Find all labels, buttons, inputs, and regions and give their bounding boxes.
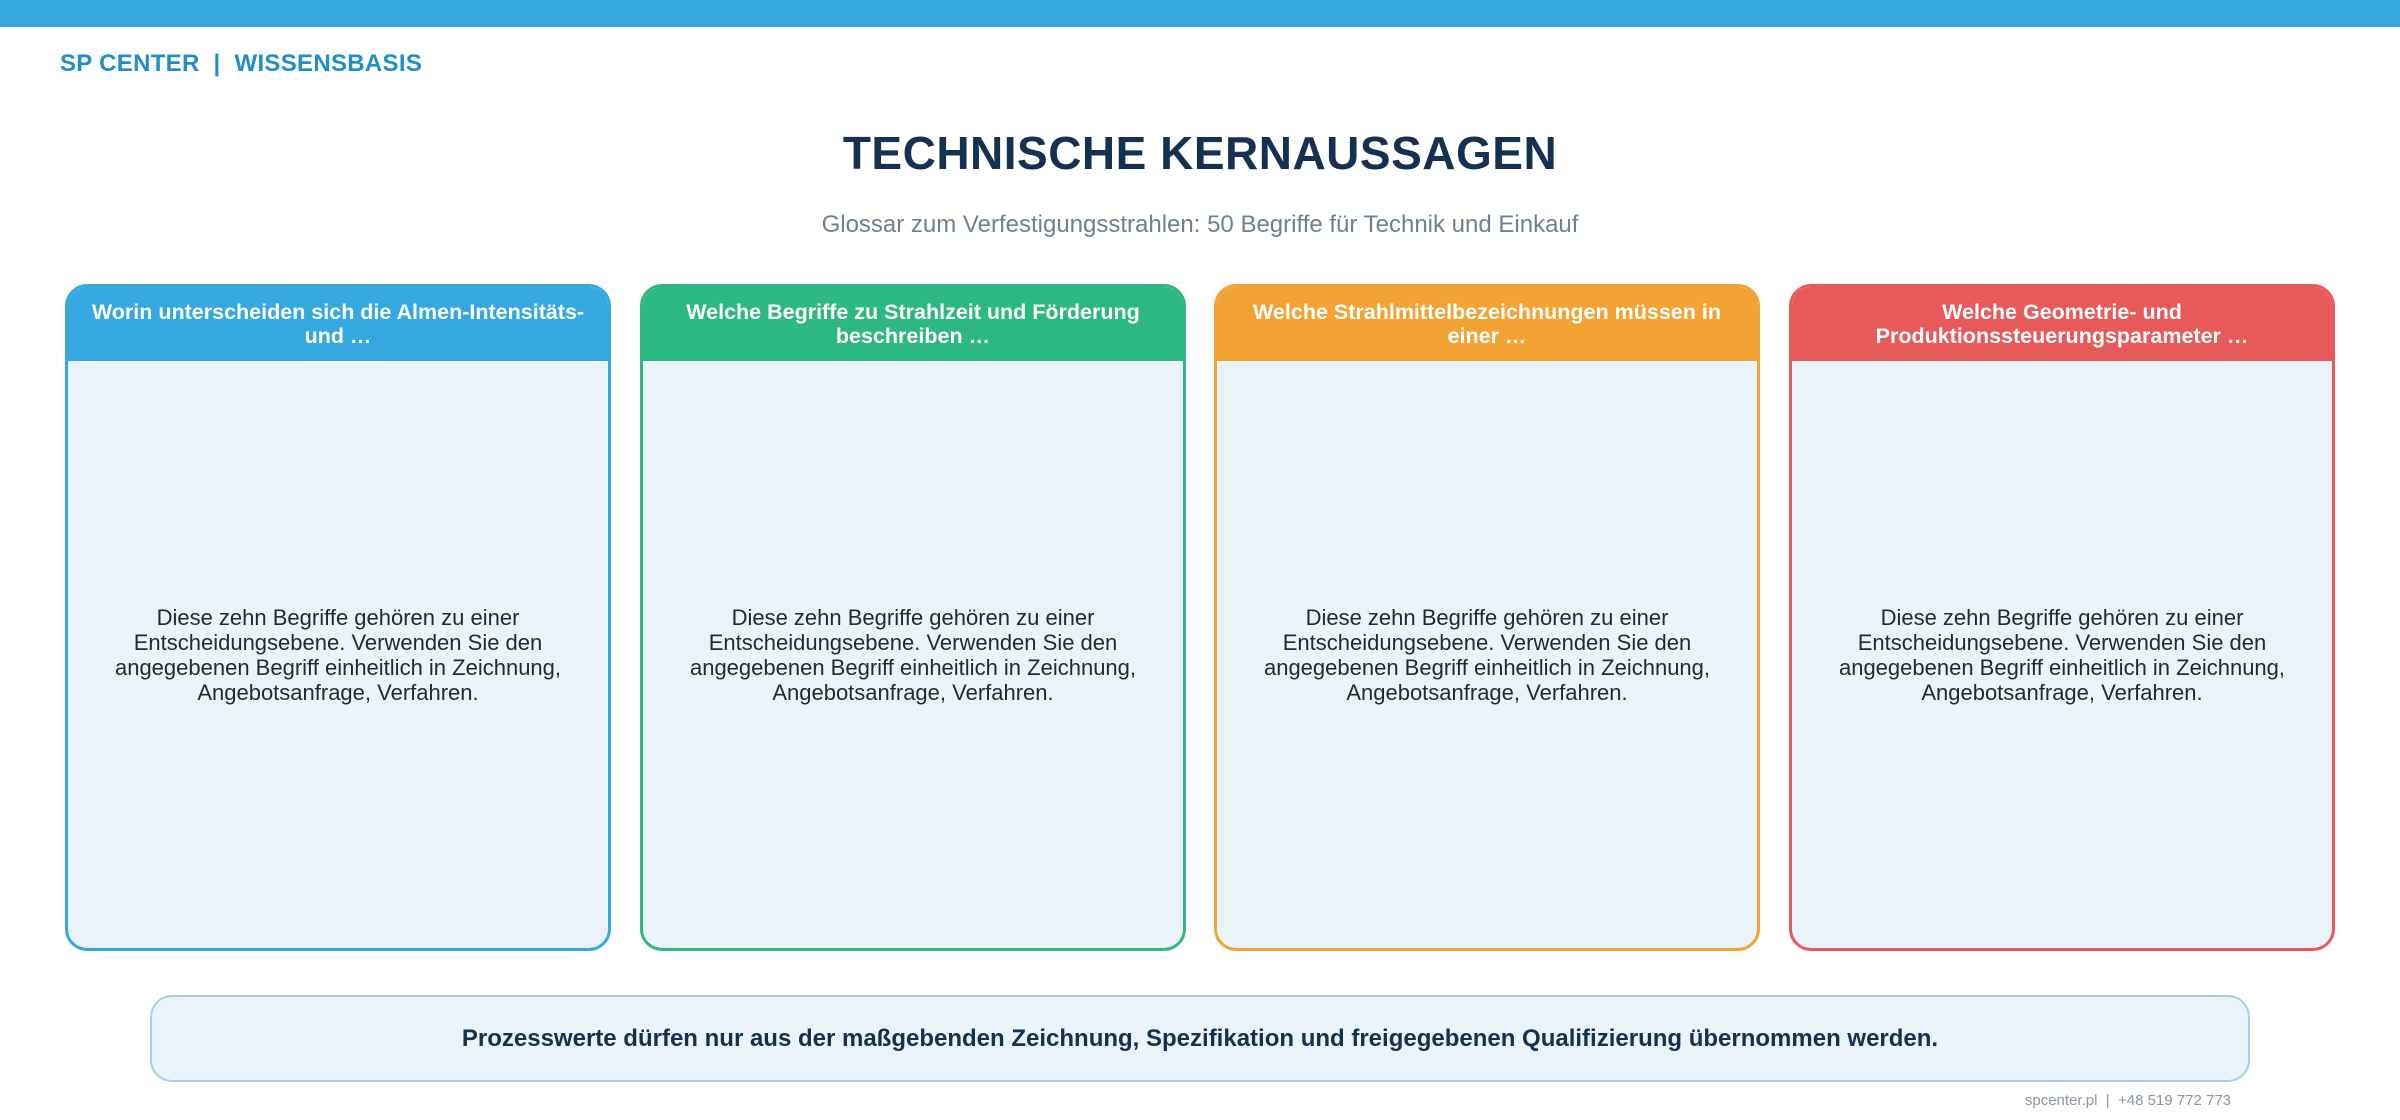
card-media-designations: [1214, 284, 1760, 951]
process-values-note: Prozesswerte dürfen nur aus der maßgebenden Zeichnung, Spezifikation und freigegebenen Qualifizierung übernommen werden.: [150, 995, 2250, 1082]
brand-header: SP CENTER | WISSENSBASIS: [60, 50, 423, 77]
card-heading: Welche Begriffe zu Strahlzeit und Förderung beschreiben …: [643, 287, 1183, 361]
card-geometry-parameters: [1789, 284, 2335, 951]
card-text: Diese zehn Begriffe gehören zu einer Entscheidungsebene. Verwenden Sie den angegebenen Begriff einheitlich in Zeichnung, Angebotsanfrage, Verfahren.: [689, 604, 1137, 705]
card-heading: Worin unterscheiden sich die Almen-Intensitäts- und …: [68, 287, 608, 361]
page-subtitle: Glossar zum Verfestigungsstrahlen: 50 Begriffe für Technik und Einkauf: [821, 211, 1579, 238]
card-text: Diese zehn Begriffe gehören zu einer Entscheidungsebene. Verwenden Sie den angegebenen Begriff einheitlich in Zeichnung, Angebotsanfrage, Verfahren.: [1263, 604, 1711, 705]
page-title: TECHNISCHE KERNAUSSAGEN: [842, 127, 1558, 179]
top-accent-bar: [0, 0, 2400, 27]
card-almen-intensity: [65, 284, 611, 951]
card-text: Diese zehn Begriffe gehören zu einer Entscheidungsebene. Verwenden Sie den angegebenen Begriff einheitlich in Zeichnung, Angebotsanfrage, Verfahren.: [1838, 604, 2286, 705]
footer-contact: spcenter.pl | +48 519 772 773: [2024, 1092, 2231, 1109]
card-text: Diese zehn Begriffe gehören zu einer Entscheidungsebene. Verwenden Sie den angegebenen Begriff einheitlich in Zeichnung, Angebotsanfrage, Verfahren.: [114, 604, 562, 705]
card-blast-time: [640, 284, 1186, 951]
card-heading: Welche Geometrie- und Produktionssteuerungsparameter …: [1792, 287, 2332, 361]
card-heading: Welche Strahlmittelbezeichnungen müssen in einer …: [1217, 287, 1757, 361]
